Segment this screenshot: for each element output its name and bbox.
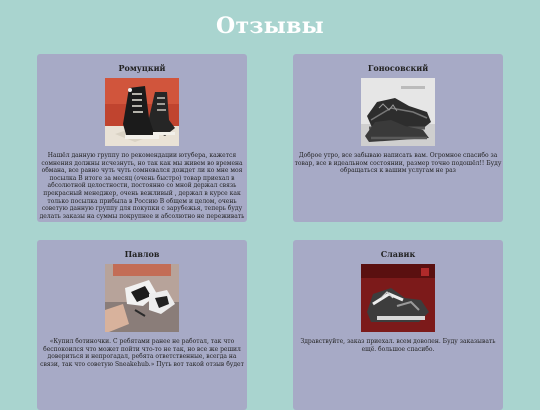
review-card — [37, 240, 247, 410]
review-photo — [361, 78, 435, 146]
reviewer-name: Гоносовский — [367, 63, 429, 73]
review-text: «Купил ботиночки. С ребятами ранее не работал, так что беспокоился что может пойти что-то не так, но все же решил довериться и непрогадал, ребята ответственные, всегда на связи, так что советую Sneakehub.» Путь вот такой отзыв будет — [40, 338, 244, 368]
review-card — [293, 54, 503, 222]
review-card — [293, 240, 503, 410]
reviewer-name: Павлов — [124, 249, 160, 259]
review-text: Доброе утро, все забываю написать вам. Огромное спасибо за товар, все в идеальном состоянии, размер точно подошёл!! Буду обращаться к вашим услугам не раз — [294, 152, 502, 175]
review-text: Здравствуйте, заказ приехал. всем доволен. Буду заказывать ещё. большое спасибо. — [300, 338, 496, 353]
page-title: Отзывы — [215, 13, 325, 39]
review-photo — [105, 78, 179, 146]
review-text: Нашёл данную группу по рекомендации ютубера, кажется сомнения должны исчезнуть, но так как мы живем во времена обмана, все равно чуть чуть сомневался дождет ли ко мне моя посылка В итоге за месяц (очень быстро) товар приехал в абсолютной целостности, постоянно со мной держал связь прекрасный менеджер, очень вежливый , держал в курсе как только посылка прибыла в Россию В общем и целом, очень советую данную группу для покупки с зарубежья, теперь буду делать заказы на суммы покрупнее и абсолютно не переживать — [39, 152, 245, 220]
review-photo — [361, 264, 435, 332]
review-card — [37, 54, 247, 222]
reviewer-name: Славик — [380, 249, 416, 259]
review-photo — [105, 264, 179, 332]
reviewer-name: Ромуцкий — [118, 63, 166, 73]
